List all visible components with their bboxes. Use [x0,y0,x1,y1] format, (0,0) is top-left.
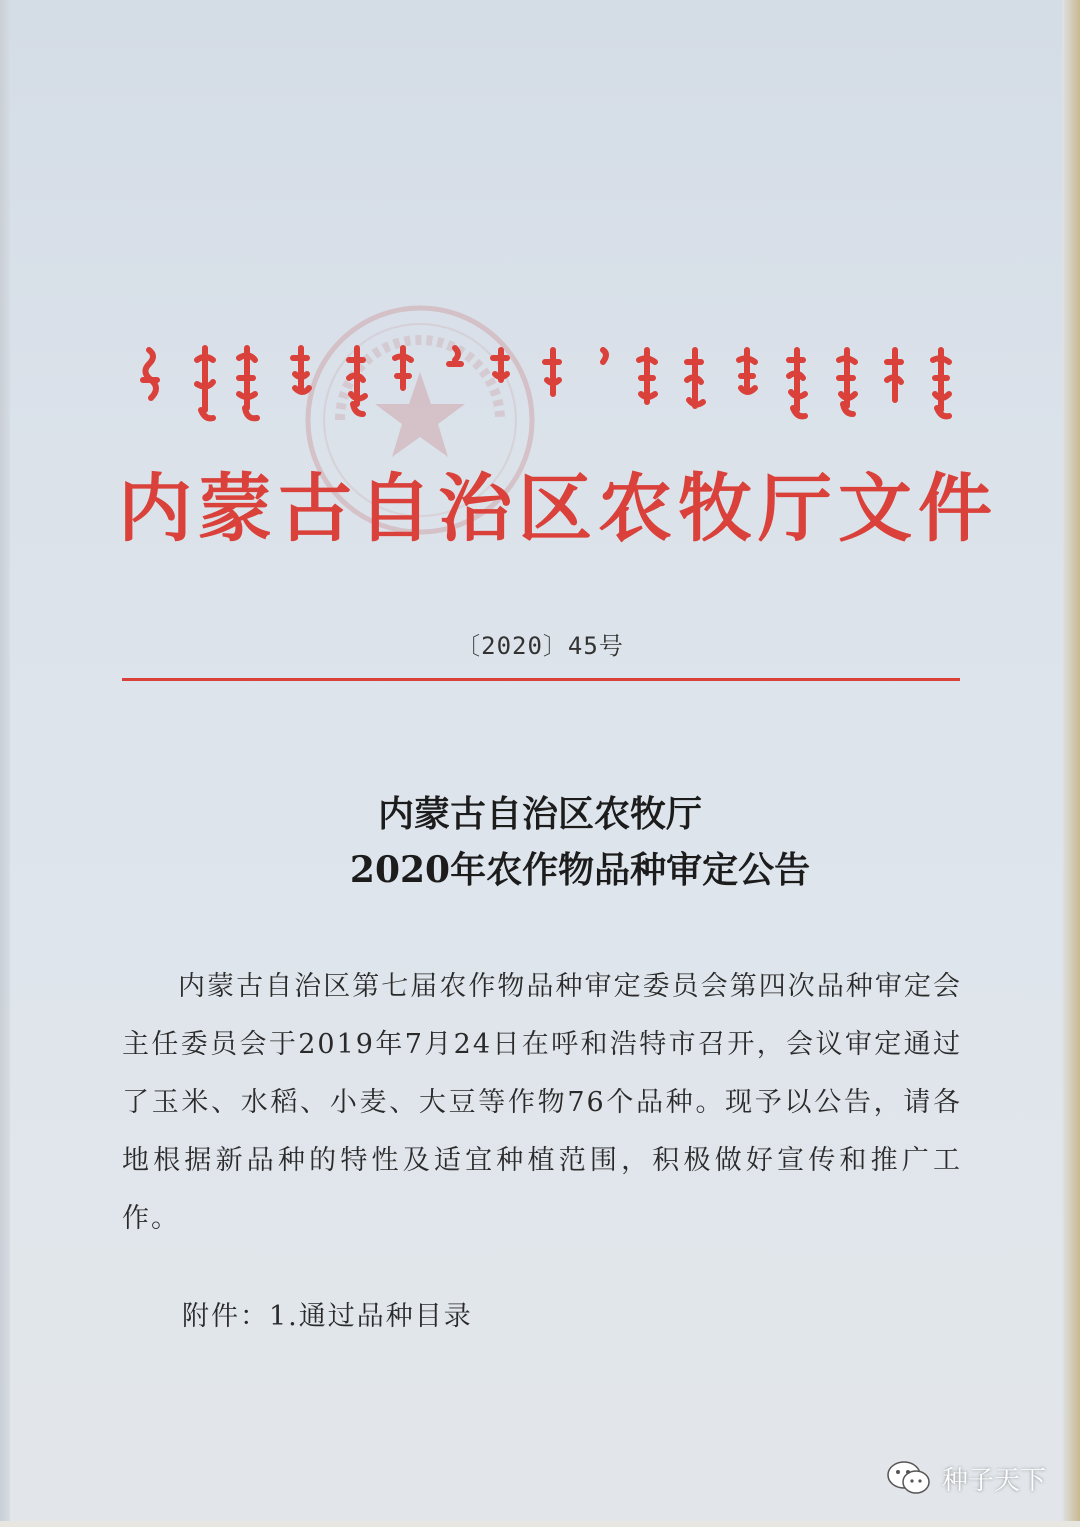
paper-edge-bottom [0,1521,1080,1527]
source-watermark [886,1459,1046,1497]
notice-title-line-2: 2020年农作物品种审定公告 [349,849,811,891]
attachment-line: 附件：1.通过品种目录 [182,1301,473,1332]
notice-title-line-1: 内蒙古自治区农牧厅 [377,793,702,835]
red-divider [122,678,960,681]
notice-body: 内蒙古自治区第七届农作物品种审定委员会第四次品种审定会主任委员会于2019年7月24日在呼和浩特市召开，会议审定通过了玉米、水稻、小麦、大豆等作物76个品种。现予以公告，请各地根据新品种的特性及适宜种植范围，积极做好宣传和推广工作。 [122,971,962,1234]
paper-edge-left [0,0,10,1527]
document-number: 〔2020〕45号 [456,632,624,660]
header-title: 内蒙古自治区农牧厅文件 [118,466,998,552]
mongolian-script-line [135,340,955,440]
watermark-label: 种子天下 [941,1465,1046,1496]
wechat-icon [886,1459,932,1497]
paper-edge-right [1062,0,1080,1527]
